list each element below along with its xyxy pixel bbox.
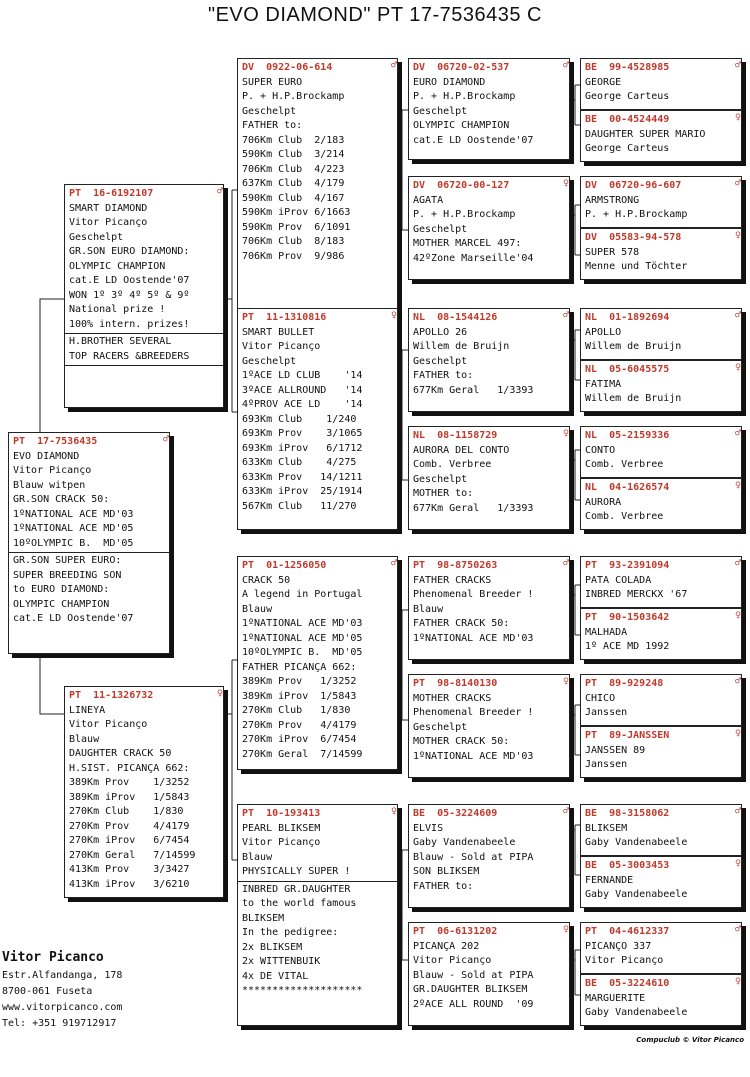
card-line: 677Km Geral 1/3393 [413, 502, 534, 514]
card-line: INBRED MERCKX '67 [585, 589, 688, 600]
female-symbol-icon: ♀ [734, 480, 741, 491]
card-line: 706Km Club 8/183 [242, 236, 345, 247]
card-line: CONTO [585, 444, 616, 456]
card-line: 1ºACE LD CLUB '14 [242, 370, 363, 381]
ring-number: PT 01-1256050 [242, 560, 327, 571]
pedigree-card-ds [237, 556, 398, 770]
card-line: FATHER to: [413, 880, 474, 892]
pedigree-card-g9 [580, 556, 742, 608]
female-symbol-icon: ♀ [216, 688, 223, 699]
ring-number: PT 17-7536435 [13, 436, 98, 447]
card-line: TOP RACERS &BREEDERS [69, 350, 190, 362]
card-line: 1ºNATIONAL ACE MD'03 [13, 508, 134, 520]
card-line: DAUGHTER SUPER MARIO [585, 128, 706, 140]
card-line: APOLLO 26 [413, 326, 468, 338]
card-line: SON BLIKSEM [413, 866, 480, 877]
card-line: AURORA DEL CONTO [413, 444, 510, 456]
card-line: CRACK 50 [242, 574, 291, 586]
male-symbol-icon: ♂ [734, 806, 741, 817]
card-line: 1º ACE MD 1992 [585, 641, 670, 652]
card-line: OLYMPIC CHAMPION [413, 120, 510, 131]
card-line: 389Km iProv 1/5843 [69, 791, 190, 803]
card-line: GEORGE [585, 76, 622, 88]
card-line: Blauw [69, 733, 100, 745]
card-line: 706Km Prov 9/986 [242, 250, 345, 262]
ring-number: DV 06720-00-127 [413, 180, 510, 191]
pedigree-card-ssd [408, 176, 570, 280]
card-line: 633Km iProv 25/1914 [242, 486, 363, 497]
card-line: H.SIST. PICANÇA 662: [69, 762, 190, 774]
male-symbol-icon: ♂ [562, 806, 569, 817]
card-line: FATHER to: [413, 370, 474, 381]
card-line: FATIMA [585, 378, 622, 390]
card-line: 633Km Club 4/275 [242, 457, 357, 468]
card-line: GR.SON EURO DIAMOND: [69, 246, 190, 257]
pedigree-card-ddd [408, 922, 570, 1026]
male-symbol-icon: ♂ [162, 434, 169, 445]
card-line: 590Km Club 3/214 [242, 149, 345, 160]
card-line: 413Km Prov 3/3427 [69, 864, 190, 875]
card-line: In the pedigree: [242, 927, 339, 938]
card-line: WON 1º 3º 4º 5º & 9º [69, 289, 190, 301]
card-line: FATHER CRACK 50: [413, 618, 510, 629]
separator-line [9, 552, 169, 553]
pedigree-card-g13 [580, 804, 742, 856]
card-line: MARGUERITE [585, 992, 646, 1004]
owner-address: Estr.Alfandanga, 178 [2, 970, 123, 981]
ring-number: PT 10-193413 [242, 808, 321, 819]
card-line: 590Km Prov 6/1091 [242, 221, 351, 233]
male-symbol-icon: ♂ [734, 310, 741, 321]
card-line: Menne und Töchter [585, 261, 688, 272]
female-symbol-icon: ♀ [562, 428, 569, 439]
card-line: 567Km Club 11/270 [242, 500, 357, 512]
card-line: Geschelpt [413, 105, 468, 117]
male-symbol-icon: ♂ [734, 428, 741, 439]
pedigree-card-sds [408, 308, 570, 412]
pedigree-title: "EVO DIAMOND" PT 17-7536435 C [207, 4, 542, 26]
male-symbol-icon: ♂ [562, 60, 569, 71]
card-line: 270Km Prov 4/4179 [69, 820, 190, 832]
card-line: FERNANDE [585, 874, 634, 886]
card-line: PHYSICALLY SUPER ! [242, 866, 351, 877]
card-line: H.BROTHER SEVERAL [69, 336, 172, 347]
card-line: 637Km Club 4/179 [242, 178, 345, 189]
card-line: Vitor Picanço [585, 955, 664, 966]
ring-number: NL 08-1158729 [413, 430, 498, 441]
ring-number: PT 16-6192107 [69, 188, 154, 199]
card-line: Geschelpt [413, 355, 468, 367]
card-line: OLYMPIC CHAMPION [13, 598, 110, 610]
ring-number: PT 11-1326732 [69, 690, 154, 701]
ring-number: BE 98-3158062 [585, 808, 670, 819]
card-line: 270Km Geral 7/14599 [69, 849, 196, 861]
card-line: 100% intern. prizes! [69, 318, 190, 330]
card-line: 270Km iProv 6/7454 [69, 835, 190, 846]
card-line: 706Km Club 2/183 [242, 134, 345, 146]
card-line: BLIKSEM [242, 912, 285, 924]
male-symbol-icon: ♂ [734, 60, 741, 71]
ring-number: DV 06720-02-537 [413, 62, 510, 73]
ring-number: BE 99-4528985 [585, 62, 670, 73]
card-line: Vitor Picanço [242, 341, 321, 352]
card-line: Vitor Picanço [242, 837, 321, 848]
card-line: MOTHER CRACKS [413, 692, 492, 704]
card-line: Geschelpt [413, 473, 468, 485]
card-line: Comb. Verbree [413, 459, 492, 470]
ring-number: NL 05-6045575 [585, 364, 670, 375]
card-line: GR.DAUGHTER BLIKSEM [413, 984, 528, 995]
card-line: 270Km Prov 4/4179 [242, 719, 357, 731]
female-symbol-icon: ♀ [562, 676, 569, 687]
card-line: SMART BULLET [242, 326, 315, 338]
female-symbol-icon: ♀ [390, 310, 397, 321]
card-line: George Carteus [585, 143, 670, 154]
pedigree-card-g8 [580, 478, 742, 530]
male-symbol-icon: ♂ [734, 178, 741, 189]
ring-number: BE 05-3224610 [585, 978, 670, 989]
card-line: 270Km Club 1/830 [242, 705, 351, 716]
pedigree-card-g15 [580, 922, 742, 974]
card-line: 693Km Club 1/240 [242, 413, 357, 425]
card-line: Geschelpt [242, 105, 297, 117]
card-line: Janssen [585, 707, 628, 718]
card-line: to EURO DIAMOND: [13, 584, 110, 595]
card-line: 270Km Club 1/830 [69, 806, 184, 817]
card-line: OLYMPIC CHAMPION [69, 260, 166, 272]
pedigree-card-g7 [580, 426, 742, 478]
card-line: BLIKSEM [585, 822, 628, 834]
card-line: Geschelpt [413, 223, 468, 235]
separator-line [238, 881, 397, 882]
card-line: FATHER CRACKS [413, 574, 492, 586]
card-line: LINEYA [69, 704, 106, 716]
female-symbol-icon: ♀ [734, 976, 741, 987]
ring-number: PT 11-1310816 [242, 312, 327, 323]
card-line: 4ºPROV ACE LD '14 [242, 399, 363, 410]
female-symbol-icon: ♀ [734, 610, 741, 621]
card-line: MALHADA [585, 626, 628, 638]
card-line: Comb. Verbree [585, 459, 664, 470]
card-line: P. + H.P.Brockamp [242, 91, 345, 102]
card-line: Vitor Picanço [13, 465, 92, 476]
pedigree-card-sire [64, 184, 224, 408]
card-line: 3ºACE ALLROUND '14 [242, 384, 363, 396]
male-symbol-icon: ♂ [562, 310, 569, 321]
card-line: PICANÇA 202 [413, 940, 480, 952]
pedigree-card-g16 [580, 974, 742, 1026]
ring-number: DV 05583-94-578 [585, 232, 682, 243]
card-line: A legend in Portugal [242, 589, 363, 600]
pedigree-card-sss [408, 58, 570, 160]
ring-number: NL 08-1544126 [413, 312, 498, 323]
card-line: APOLLO [585, 326, 622, 338]
card-line: 1ºNATIONAL ACE MD'03 [413, 632, 534, 644]
card-line: AURORA [585, 496, 622, 508]
card-line: 633Km Prov 14/1211 [242, 471, 363, 483]
pedigree-card-dd [237, 804, 398, 1026]
pedigree-card-main [8, 432, 170, 654]
card-line: Blauw witpen [13, 479, 86, 491]
ring-number: NL 01-1892694 [585, 312, 670, 323]
card-line: 2x BLIKSEM [242, 941, 303, 953]
male-symbol-icon: ♂ [562, 558, 569, 569]
card-line: Geschelpt [69, 231, 124, 243]
card-line: GR.SON SUPER EURO: [13, 555, 122, 566]
card-line: PICANÇO 337 [585, 940, 652, 952]
card-line: CHICO [585, 692, 616, 704]
pedigree-card-dsd [408, 674, 570, 778]
card-line: P. + H.P.Brockamp [585, 209, 688, 220]
card-line: SUPER BREEDING SON [13, 569, 122, 581]
card-line: 389Km Prov 1/3252 [69, 777, 190, 788]
card-line: INBRED GR.DAUGHTER [242, 883, 351, 895]
pedigree-card-g6 [580, 360, 742, 412]
card-line: 1ºNATIONAL ACE MD'03 [242, 618, 363, 629]
female-symbol-icon: ♀ [390, 806, 397, 817]
card-line: 42ºZone Marseille'04 [413, 252, 534, 264]
separator-line [65, 365, 223, 366]
card-line: Willem de Bruijn [585, 341, 682, 352]
female-symbol-icon: ♀ [734, 858, 741, 869]
pedigree-card-g3 [580, 176, 742, 228]
owner-name: Vitor Picanco [2, 950, 104, 965]
card-line: AGATA [413, 194, 444, 206]
card-line: ******************** [242, 985, 363, 996]
card-line: Gaby Vandenabeele [585, 837, 688, 848]
pedigree-card-g10 [580, 608, 742, 660]
card-line: Phenomenal Breeder ! [413, 707, 534, 718]
male-symbol-icon: ♂ [390, 558, 397, 569]
card-line: SUPER 578 [585, 246, 640, 258]
owner-city: 8700-061 Fuseta [2, 986, 93, 997]
card-line: 270Km iProv 6/7454 [242, 734, 357, 745]
card-line: Blauw - Sold at PIPA [413, 851, 534, 863]
card-line: 590Km iProv 6/1663 [242, 207, 351, 218]
card-line: Vitor Picanço [69, 217, 148, 228]
ring-number: PT 89-JANSSEN [585, 730, 670, 741]
card-line: MOTHER MARCEL 497: [413, 238, 522, 249]
ring-number: NL 05-2159336 [585, 430, 670, 441]
separator-line [65, 333, 223, 334]
card-line: Blauw [413, 603, 444, 615]
card-line: 706Km Club 4/223 [242, 163, 345, 175]
female-symbol-icon: ♀ [734, 230, 741, 241]
pedigree-card-ss [237, 58, 398, 322]
ring-number: DV 06720-96-607 [585, 180, 682, 191]
card-line: MOTHER to: [413, 488, 474, 499]
card-line: Geschelpt [413, 721, 468, 733]
male-symbol-icon: ♂ [734, 676, 741, 687]
credit-text: Compuclub © Vitor Picanco [636, 1036, 744, 1044]
card-line: PEARL BLIKSEM [242, 822, 321, 834]
card-line: 389Km iProv 1/5843 [242, 690, 357, 702]
pedigree-card-sdd [408, 426, 570, 530]
card-line: Gaby Vandenabeele [413, 837, 516, 848]
card-line: ARMSTRONG [585, 194, 640, 206]
card-line: 10ºOLYMPIC B. MD'05 [13, 537, 134, 549]
ring-number: PT 04-4612337 [585, 926, 670, 937]
ring-number: BE 05-3224609 [413, 808, 498, 819]
owner-info [2, 950, 122, 1032]
ring-number: NL 04-1626574 [585, 482, 670, 493]
card-line: to the world famous [242, 898, 357, 909]
male-symbol-icon: ♂ [216, 186, 223, 197]
pedigree-card-g1 [580, 58, 742, 110]
pedigree-card-g4 [580, 228, 742, 280]
female-symbol-icon: ♀ [734, 728, 741, 739]
card-line: FATHER to: [242, 120, 303, 131]
ring-number: DV 0922-06-614 [242, 62, 333, 73]
card-line: GR.SON CRACK 50: [13, 494, 110, 505]
card-line: 1ºNATIONAL ACE MD'03 [413, 750, 534, 762]
card-line: Vitor Picanço [413, 955, 492, 966]
pedigree-card-dam [64, 686, 224, 898]
ring-number: PT 90-1503642 [585, 612, 670, 623]
card-line: 10ºOLYMPIC B. MD'05 [242, 647, 363, 658]
ring-number: BE 05-3003453 [585, 860, 670, 871]
ring-number: PT 98-8750263 [413, 560, 498, 571]
owner-website[interactable]: www.vitorpicanco.com [2, 1002, 123, 1013]
card-line: P. + H.P.Brockamp [413, 209, 516, 220]
male-symbol-icon: ♂ [734, 558, 741, 569]
card-line: Blauw [242, 851, 273, 863]
card-line: Blauw [242, 603, 273, 615]
card-line: 677Km Geral 1/3393 [413, 384, 534, 396]
ring-number: PT 93-2391094 [585, 560, 670, 571]
card-line: Geschelpt [242, 355, 297, 367]
pedigree-card-dss [408, 556, 570, 660]
male-symbol-icon: ♂ [734, 924, 741, 935]
female-symbol-icon: ♀ [562, 924, 569, 935]
card-line: ELVIS [413, 822, 444, 834]
card-line: 389Km Prov 1/3252 [242, 676, 357, 687]
card-line: 1ºNATIONAL ACE MD'05 [13, 523, 134, 534]
card-line: Willem de Bruijn [413, 341, 510, 352]
card-line: Gaby Vandenabeele [585, 1007, 688, 1018]
card-line: cat.E LD Oostende'07 [13, 613, 134, 624]
card-line: National prize ! [69, 304, 166, 315]
ring-number: PT 06-6131202 [413, 926, 498, 937]
card-line: George Carteus [585, 91, 670, 102]
pedigree-card-g11 [580, 674, 742, 726]
card-line: Vitor Picanço [69, 719, 148, 730]
ring-number: PT 89-929248 [585, 678, 664, 689]
ring-number: BE 00-4524449 [585, 114, 670, 125]
female-symbol-icon: ♀ [562, 178, 569, 189]
card-line: 4x DE VITAL [242, 970, 309, 982]
pedigree-card-dds [408, 804, 570, 908]
pedigree-card-sd [237, 308, 398, 530]
card-line: cat.E LD Oostende'07 [413, 134, 534, 146]
card-line: Janssen [585, 759, 628, 770]
card-line: Blauw - Sold at PIPA [413, 969, 534, 981]
ring-number: PT 98-8140130 [413, 678, 498, 689]
card-line: EVO DIAMOND [13, 450, 80, 462]
card-line: 270Km Geral 7/14599 [242, 748, 363, 760]
pedigree-card-g14 [580, 856, 742, 908]
card-line: 693Km iProv 6/1712 [242, 442, 363, 454]
card-line: cat.E LD Oostende'07 [69, 275, 190, 286]
female-symbol-icon: ♀ [734, 112, 741, 123]
card-line: 413Km iProv 3/6210 [69, 878, 190, 890]
card-line: FATHER PICANÇA 662: [242, 661, 357, 673]
card-line: 2x WITTENBUIK [242, 956, 321, 967]
card-line: MOTHER CRACK 50: [413, 736, 510, 747]
card-line: SUPER EURO [242, 76, 303, 88]
female-symbol-icon: ♀ [734, 362, 741, 373]
pedigree-card-g5 [580, 308, 742, 360]
card-line: SMART DIAMOND [69, 202, 148, 214]
card-line: Phenomenal Breeder ! [413, 589, 534, 600]
male-symbol-icon: ♂ [390, 60, 397, 71]
card-line: Comb. Verbree [585, 511, 664, 522]
card-line: 693Km Prov 3/1065 [242, 428, 363, 439]
card-line: PATA COLADA [585, 574, 652, 586]
card-line: Gaby Vandenabeele [585, 889, 688, 900]
card-line: EURO DIAMOND [413, 76, 486, 88]
card-line: P. + H.P.Brockamp [413, 91, 516, 102]
card-line: Willem de Bruijn [585, 393, 682, 404]
owner-phone: Tel: +351 919712917 [2, 1018, 117, 1029]
card-line: 1ºNATIONAL ACE MD'05 [242, 632, 363, 644]
card-line: 590Km Club 4/167 [242, 192, 345, 204]
card-line: JANSSEN 89 [585, 744, 646, 756]
pedigree-card-g12 [580, 726, 742, 778]
card-line: DAUGHTER CRACK 50 [69, 748, 172, 759]
pedigree-card-g2 [580, 110, 742, 162]
card-line: 2ºACE ALL ROUND '09 [413, 998, 534, 1010]
